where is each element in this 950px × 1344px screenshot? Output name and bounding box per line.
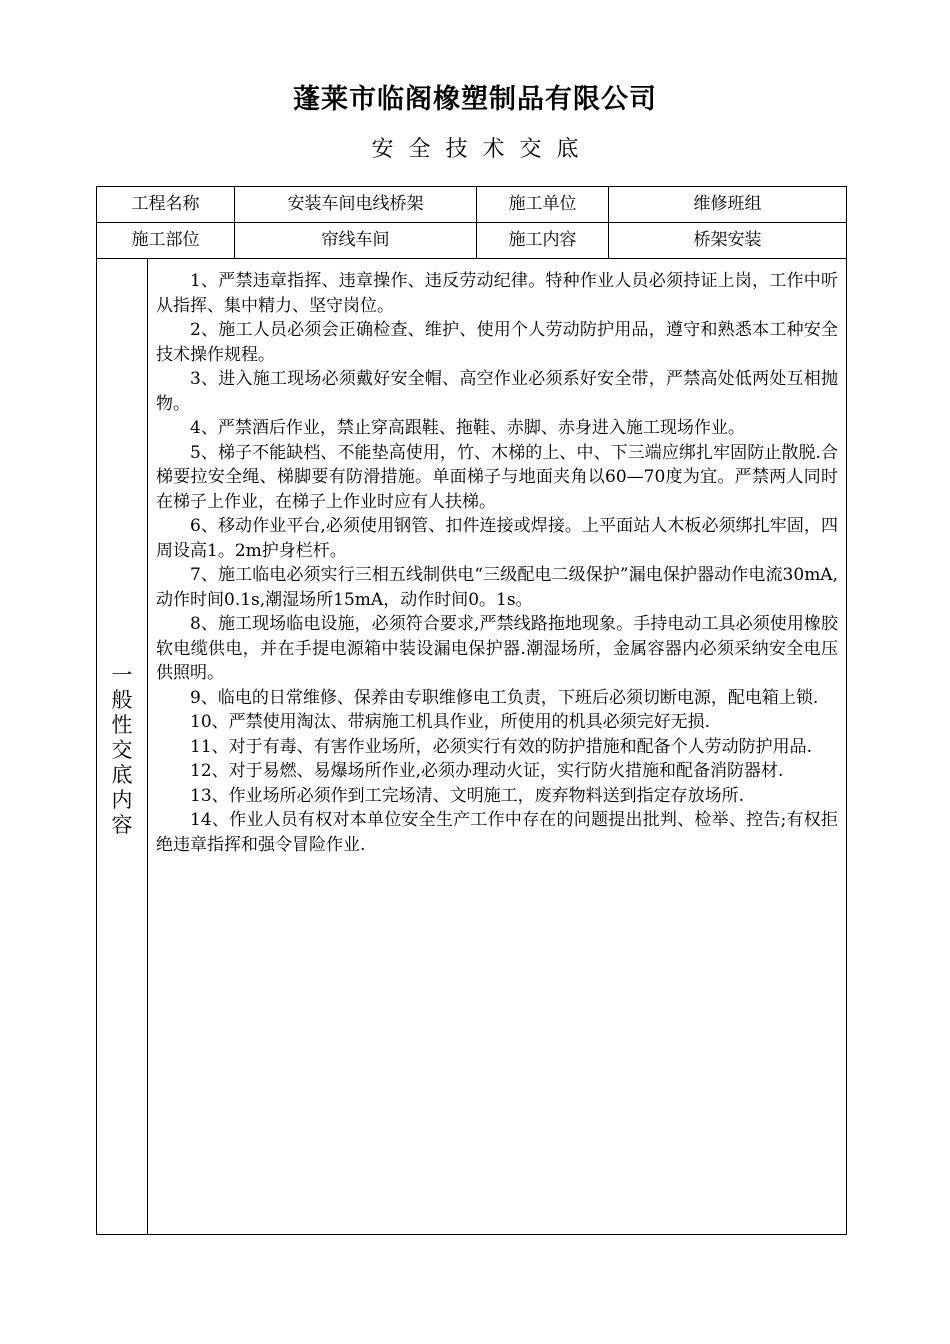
- content-paragraph: 12、对于易燃、易爆场所作业,必须办理动火证，实行防火措施和配备消防器材.: [190, 761, 784, 781]
- construction-unit-value: 维修班组: [609, 187, 847, 223]
- content-paragraph: 2、施工人员必须会正确检查、维护、使用个人劳动防护用品，遵守和熟悉本工种安全技术操作规程。: [156, 320, 838, 365]
- content-paragraph: 14、作业人员有权对本单位安全生产工作中存在的问题提出批判、检举、控告;有权拒绝违章指挥和强令冒险作业.: [156, 810, 838, 855]
- project-name-value: 安装车间电线桥架: [235, 187, 477, 223]
- content-paragraph: 11、对于有毒、有害作业场所，必须实行有效的防护措施和配备个人劳动防护用品.: [190, 736, 813, 757]
- table-row-part: [97, 223, 847, 259]
- company-name: 蓬莱市临阁橡塑制品有限公司: [293, 84, 657, 115]
- content-paragraph: 4、严禁酒后作业，禁止穿高跟鞋、拖鞋、赤脚、赤身进入施工现场作业。: [190, 418, 745, 438]
- content-paragraph: 8、施工现场临电设施，必须符合要求,严禁线路拖地现象。手持电动工具必须使用橡胶软电缆供电，并在手提电源箱中装设漏电保护器.潮湿场所，金属容器内必须采纳安全电压供照明。: [156, 614, 838, 683]
- section-label: 一般性交底内容: [111, 663, 133, 837]
- content-paragraph: 9、临电的日常维修、保养由专职维修电工负责，下班后必须切断电源，配电箱上锁.: [190, 687, 819, 708]
- safety-disclosure-table: [96, 186, 847, 1235]
- document-title: 安全技术交底: [371, 137, 594, 162]
- content-paragraph: 6、移动作业平台,必须使用钢管、扣件连接或焊接。上平面站人木板必须绑扎牢固，四周设高1。2m护身栏杆。: [156, 516, 838, 561]
- table-row-content: [97, 259, 847, 1235]
- table-row-project: [97, 187, 847, 223]
- construction-unit-label: 施工单位: [477, 187, 609, 223]
- content-paragraph: 10、严禁使用淘汰、带病施工机具作业，所使用的机具必须完好无损.: [190, 712, 711, 732]
- construction-part-value: 帘线车间: [235, 223, 477, 259]
- construction-content-label: 施工内容: [477, 223, 609, 259]
- construction-part-label: 施工部位: [97, 223, 235, 259]
- content-paragraph: 5、梯子不能缺档、不能垫高使用，竹、木梯的上、中、下三端应绑扎牢固防止散脱.合梯要拉安全绳、梯脚要有防滑措施。单面梯子与地面夹角以60—70度为宜。严禁两人同时在梯子上作业，在梯子上作业时应有人扶梯。: [156, 442, 838, 512]
- content-paragraph: 3、进入施工现场必须戴好安全帽、高空作业必须系好安全带，严禁高处低两处互相抛物。: [156, 369, 838, 414]
- content-paragraph: 7、施工临电必须实行三相五线制供电“三级配电二级保护”漏电保护器动作电流30mA,动作时间0.1s,潮湿场所15mA，动作时间0。1s。: [156, 565, 838, 610]
- content-paragraph: 1、严禁违章指挥、违章操作、违反劳动纪律。特种作业人员必须持证上岗，工作中听从指挥、集中精力、坚守岗位。: [156, 271, 838, 316]
- section-content: [148, 259, 847, 1235]
- section-label-cell: [97, 259, 148, 1235]
- content-paragraph: 13、作业场所必须作到工完场清、文明施工，废弃物料送到指定存放场所.: [190, 785, 745, 806]
- construction-content-value: 桥架安装: [609, 223, 847, 259]
- project-name-label: 工程名称: [97, 187, 235, 223]
